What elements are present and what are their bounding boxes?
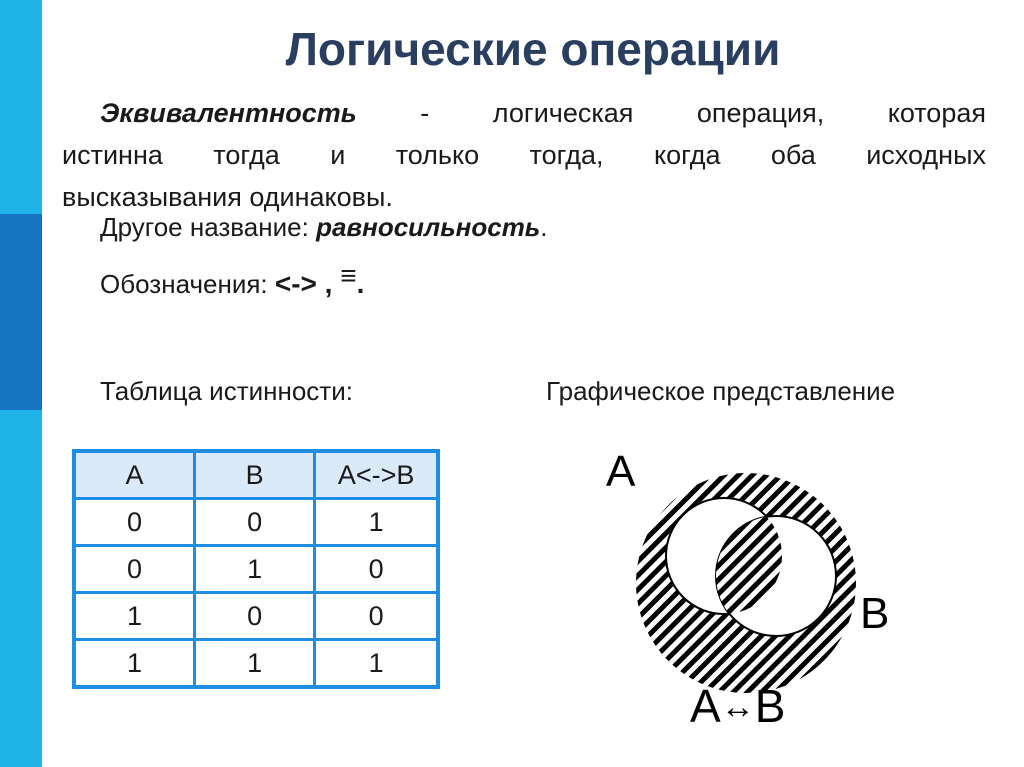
table-cell: 0 <box>74 546 195 593</box>
side-bar-middle <box>0 214 42 410</box>
definition-term: Эквивалентность <box>100 98 357 128</box>
venn-caption-left: A <box>690 680 721 732</box>
definition-word: операция, <box>696 98 825 128</box>
table-cell: 1 <box>74 593 195 640</box>
table-row <box>74 640 438 688</box>
definition-word: тогда, <box>529 140 604 170</box>
definition-word: логическая <box>492 98 634 128</box>
side-bar-bottom <box>0 410 42 767</box>
table-header-cell: B <box>195 451 315 499</box>
definition-word: когда <box>653 140 721 170</box>
table-row <box>74 499 438 546</box>
table-cell: 0 <box>195 593 315 640</box>
venn-caption-right: B <box>754 680 786 732</box>
notation-separator: , <box>316 268 341 299</box>
venn-caption-arrow: ↔ <box>720 688 755 726</box>
notation-suffix: . <box>356 268 365 299</box>
venn-label-a: A <box>606 447 636 496</box>
definition-word: - <box>420 98 430 128</box>
notation-label: Обозначения: <box>100 269 275 299</box>
definition-line-2 <box>62 134 986 176</box>
other-name-suffix: . <box>540 212 548 242</box>
table-cell: 1 <box>195 546 315 593</box>
definition-word: и <box>330 140 346 170</box>
definition-line-1 <box>62 92 986 134</box>
table-cell: 0 <box>315 546 438 593</box>
side-bar-top <box>0 0 42 214</box>
notation-symbol-equiv: ≡ <box>340 260 357 291</box>
table-row <box>74 593 438 640</box>
table-cell: 0 <box>74 499 195 546</box>
table-header-cell: A<->B <box>315 451 438 499</box>
table-cell: 1 <box>74 640 195 688</box>
table-cell: 1 <box>315 499 438 546</box>
notation-symbol-arrow: <-> <box>274 268 317 299</box>
other-name <box>100 212 547 243</box>
slide-title: Логические операции <box>285 23 781 75</box>
table-cell: 0 <box>315 593 438 640</box>
definition-word: которая <box>887 98 986 128</box>
other-name-label: Другое название: <box>100 212 317 242</box>
definition-paragraph <box>62 92 986 218</box>
notation <box>100 260 365 300</box>
definition-line-3: высказывания одинаковы. <box>62 182 393 212</box>
other-name-value: равносильность <box>316 212 541 242</box>
definition-word: оба <box>770 140 816 170</box>
table-cell: 0 <box>195 499 315 546</box>
venn-label-b: B <box>860 589 890 638</box>
table-cell: 1 <box>195 640 315 688</box>
table-header-cell: A <box>74 451 195 499</box>
table-cell: 1 <box>315 640 438 688</box>
graphic-heading: Графическое представление <box>546 376 896 406</box>
definition-word: исходных <box>866 140 986 170</box>
definition-word: тогда <box>213 140 280 170</box>
truth-table <box>72 449 440 689</box>
venn-caption <box>690 680 785 732</box>
table-row <box>74 546 438 593</box>
table-header-row <box>74 451 438 499</box>
venn-diagram <box>596 430 916 740</box>
definition-word: только <box>395 140 480 170</box>
definition-word: истинна <box>62 140 163 170</box>
truth-table-heading: Таблица истинности: <box>100 376 353 406</box>
